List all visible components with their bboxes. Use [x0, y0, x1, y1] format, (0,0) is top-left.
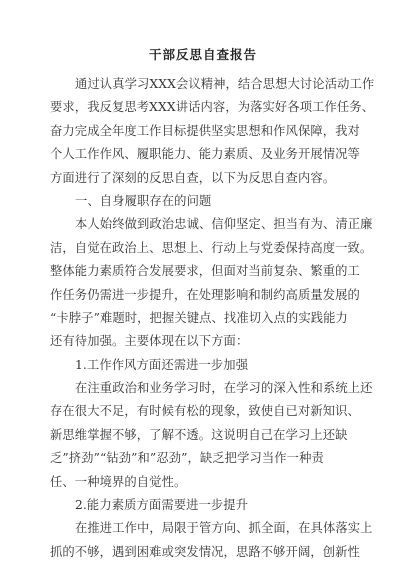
text-line: “卡脖子”难题时，把握关键点、找准切入点的实践能力 — [50, 310, 348, 325]
text-line: 在注重政治和业务学习时，在学习的深入性和系统上还 — [75, 381, 373, 396]
text-line: 作任务仍需进一步提升，在处理影响和制约高质量发展的 — [50, 287, 360, 302]
text-line: 洁，自觉在政治上、思想上、行动上与党委保持高度一致。 — [50, 240, 373, 255]
text-line: 还有待加强。主要体现在以下方面： — [50, 334, 249, 349]
document-body — [50, 73, 375, 564]
text-line: 个人工作作风、履职能力、能力素质、及业务开展情况等 — [50, 147, 360, 162]
text-line: 抓的不够，遇到困难或突发情况，思路不够开阔，创新性 — [50, 544, 360, 559]
text-line: 2.能力素质方面需要进一步提升 — [75, 498, 249, 513]
text-line: 整体能力素质符合发展要求，但面对当前复杂、繁重的工 — [50, 264, 360, 279]
document-title: 干部反思自查报告 — [148, 47, 257, 62]
text-line: 方面进行了深刻的反思自查，以下为反思自查内容。 — [50, 170, 336, 185]
text-line: 新思维掌握不够，了解不透。这说明自己在学习上还缺 — [50, 427, 348, 442]
text-line: 奋力完成全年度工作目标提供坚实思想和作风保障，我对 — [50, 123, 360, 138]
text-line: 任、一种境界的自觉性。 — [50, 474, 187, 489]
text-line: 要求，我反复思考XXX讲话内容，为落实好各项工作任务、 — [50, 100, 375, 115]
text-line: 在推进工作中，局限于管方向、抓全面，在具体落实上 — [75, 521, 373, 536]
text-line: 通过认真学习XXX会议精神，结合思想大讨论活动工作 — [75, 77, 375, 91]
text-line: 本人始终做到政治忠诚、信仰坚定、担当有为、清正廉 — [75, 217, 373, 232]
text-line: 乏”挤劲”“钻劲”和”忍劲”，缺乏把学习当作一种责 — [50, 451, 324, 466]
text-line: 1.工作作风方面还需进一步加强 — [75, 357, 249, 372]
text-line: 一、自身履职存在的问题 — [75, 193, 212, 208]
text-line: 存在很大不足，有时候有松的现象，致使自已对新知识、 — [50, 404, 360, 419]
